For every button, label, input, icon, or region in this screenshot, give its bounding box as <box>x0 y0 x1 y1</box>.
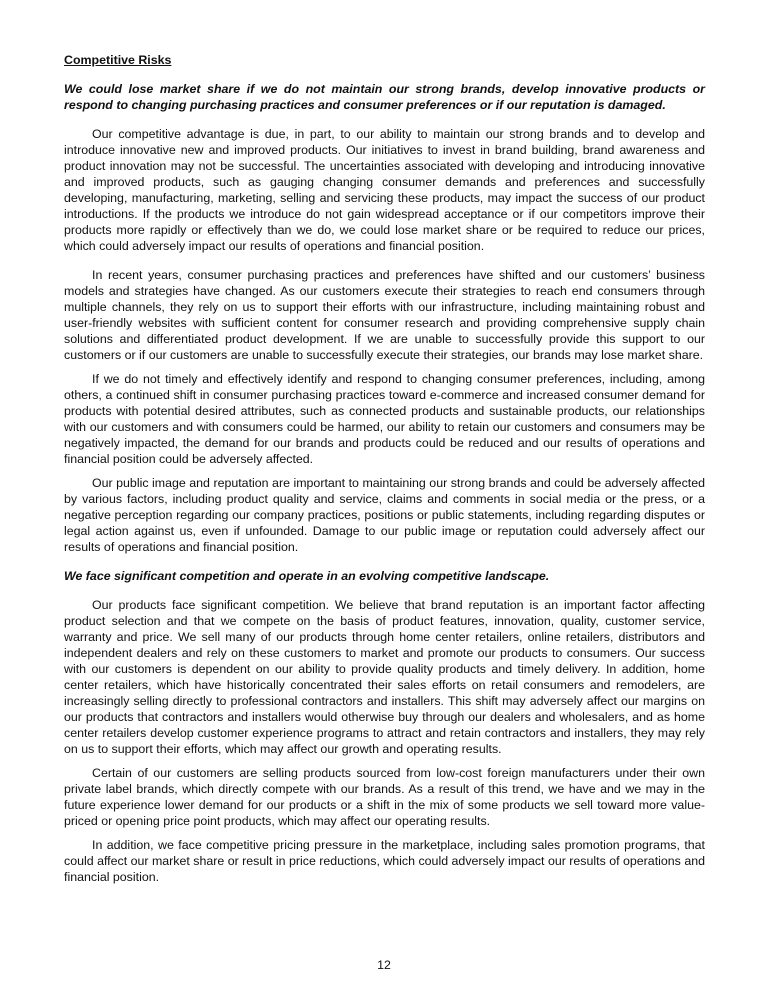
section-title: Competitive Risks <box>64 53 172 67</box>
paragraph-pricing-pressure: In addition, we face competitive pricing pressure in the marketplace, including sales promotion programs, that could affect our market share or result in price reductions, which could adversely impact our results of operations and financial position. <box>64 838 705 884</box>
document-page <box>64 52 705 898</box>
paragraph-product-competition: Our products face significant competition. We believe that brand reputation is an important factor affecting product selection and that we compete on the basis of product features, innovation, quality, customer service, warranty and price. We sell many of our products through home center retailers, online retailers, distributors and independent dealers and rely on these customers to market and promote our products to consumers. Our success with our customers is dependent on our ability to provide quality products and timely delivery. In addition, home center retailers, which have historically concentrated their sales efforts on retail consumers and remodelers, are increasingly selling directly to professional contractors and installers. This shift may adversely affect our margins on our products that contractors and installers would otherwise buy through our dealers and wholesalers, and as home center retailers develop customer experience programs to attract and retain contractors and installers, they may rely on us to support their efforts, which may affect our growth and operating results. <box>64 598 705 756</box>
paragraph-competitive-advantage: Our competitive advantage is due, in part, to our ability to maintain our strong brands and to develop and introduce innovative new and improved products. Our initiatives to invest in brand building, brand awareness and product innovation may not be successful. The uncertainties associated with developing and introducing innovative and improved products, such as gauging changing consumer demands and preferences and successfully developing, manufacturing, marketing, selling and servicing these products, may impact the success of our product introductions. If the products we introduce do not gain widespread acceptance or if our competitors improve their products more rapidly or effectively than we do, we could lose market share or be required to reduce our prices, which could adversely impact our results of operations and financial position. <box>64 127 705 253</box>
paragraph-public-image: Our public image and reputation are important to maintaining our strong brands and could be adversely affected by various factors, including product quality and service, claims and comments in social media or the press, or a negative perception regarding our company practices, positions or public statements, including regarding disputes or legal action against us, even if unfounded. Damage to our public image or reputation could adversely affect our results of operations and financial position. <box>64 476 705 554</box>
risk-heading-competition: We face significant competition and operate in an evolving competitive landscape. <box>64 569 550 583</box>
paragraph-purchasing-practices: In recent years, consumer purchasing practices and preferences have shifted and our customers’ business models and strategies have changed. As our customers execute their strategies to reach end consumers through multiple channels, they rely on us to support their efforts with our infrastructure, including maintaining robust and user-friendly websites with sufficient content for consumer research and providing comprehensive supply chain solutions and differentiated product development. If we are unable to successfully provide this support to our customers or if our customers are unable to successfully execute their strategies, our brands may lose market share. <box>64 268 705 362</box>
risk-heading-market-share: We could lose market share if we do not maintain our strong brands, develop innovative products or respond to changing purchasing practices and consumer preferences or if our reputation is damaged. <box>64 82 705 112</box>
page-number: 12 <box>377 958 391 972</box>
paragraph-consumer-preferences: If we do not timely and effectively identify and respond to changing consumer preferences, including, among others, a continued shift in consumer purchasing practices toward e-commerce and increased consumer demand for products with potential desired attributes, such as connected products and sustainable products, our relationships with our customers and with consumers could be harmed, our ability to retain our customers and consumers may be negatively impacted, the demand for our brands and products could be reduced and our results of operations and financial position could be adversely affected. <box>64 372 705 466</box>
paragraph-private-label: Certain of our customers are selling products sourced from low-cost foreign manufacturers under their own private label brands, which directly compete with our brands. As a result of this trend, we have and we may in the future experience lower demand for our products or a shift in the mix of some products we sell toward more value-priced or opening price point products, which may affect our operating results. <box>64 766 705 828</box>
